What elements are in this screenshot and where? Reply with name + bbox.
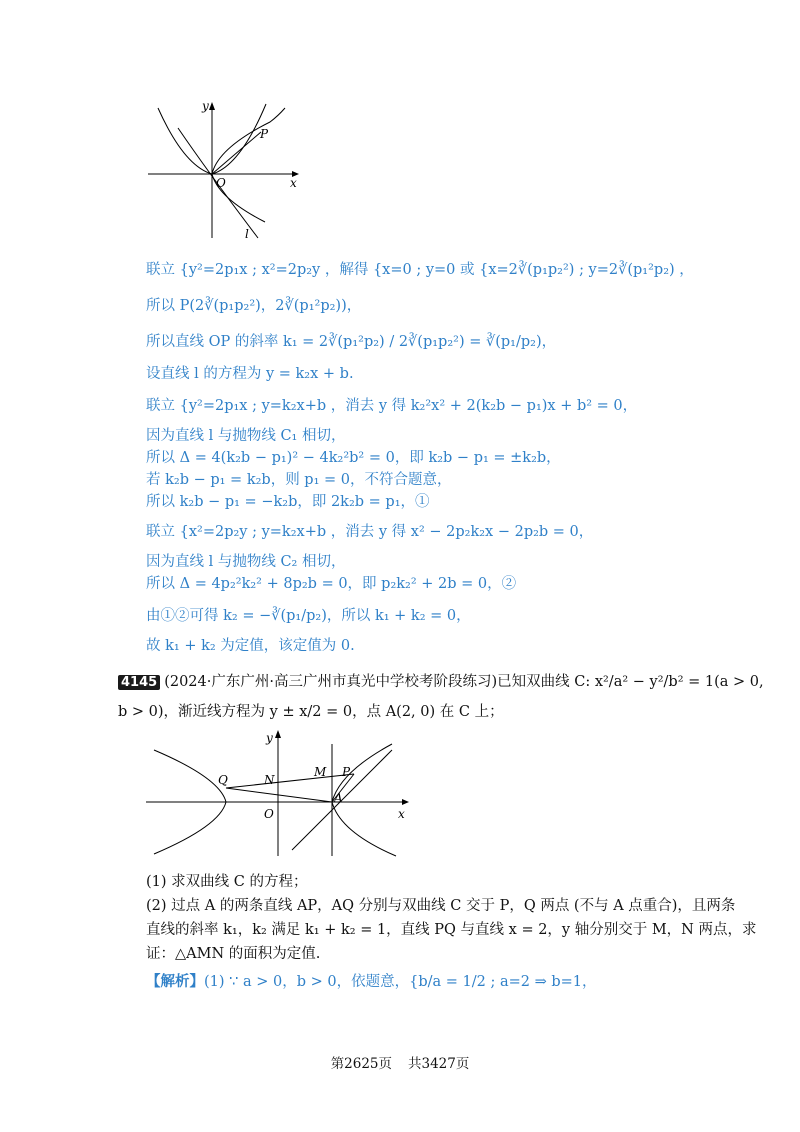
- x-label: x: [398, 807, 405, 821]
- origin-label: O: [264, 807, 274, 821]
- problem-part-2-line-2: 直线的斜率 k₁，k₂ 满足 k₁ + k₂ = 1，直线 PQ 与直线 x = 2，y 轴分别交于 M，N 两点，求: [146, 922, 757, 938]
- y-label: y: [202, 99, 209, 113]
- solution-line-12: 所以 Δ = 4p₂²k₂² + 8p₂b = 0，即 p₂k₂² + 2b = 0，②: [146, 576, 517, 592]
- point-a-label: A: [334, 791, 343, 805]
- line-l-label: l: [245, 227, 249, 241]
- page-footer: [0, 1052, 800, 1072]
- problem-number: 4145: [118, 675, 160, 690]
- solution-line-3: 所以直线 OP 的斜率 k₁ = 2∛(p₁²p₂) / 2∛(p₁p₂²) = ∛(p₁/p₂)，: [146, 334, 557, 350]
- y-arrow: [209, 102, 215, 110]
- solution-line-10: 联立 {x²=2p₂y ; y=k₂x+b ，消去 y 得 x² − 2p₂k₂x − 2p₂b = 0，: [146, 524, 594, 540]
- solution-line-4: 设直线 l 的方程为 y = k₂x + b.: [146, 366, 354, 382]
- solution-line-13: 由①②可得 k₂ = −∛(p₁/p₂)，所以 k₁ + k₂ = 0，: [146, 608, 471, 624]
- line-aq: [226, 788, 332, 802]
- problem-line-2: b > 0)，渐近线方程为 y ± x/2 = 0，点 A(2, 0) 在 C 上；: [118, 704, 504, 720]
- x-arrow: [402, 799, 409, 805]
- y-label: y: [266, 731, 273, 745]
- line-op: [212, 132, 261, 174]
- solution-line-7: 所以 Δ = 4(k₂b − p₁)² − 4k₂²b² = 0，即 k₂b − p₁ = ±k₂b，: [146, 450, 561, 466]
- problem-part-1: (1) 求双曲线 C 的方程；: [146, 874, 308, 890]
- analysis-line: [146, 970, 596, 991]
- y-arrow: [275, 730, 281, 738]
- line-pq: [226, 774, 354, 788]
- solution-line-6: 因为直线 l 与抛物线 C₁ 相切，: [146, 428, 346, 444]
- x-label: x: [290, 176, 297, 190]
- problem-part-2-line-3: 证：△AMN 的面积为定值.: [146, 946, 321, 962]
- solution-line-9: 所以 k₂b − p₁ = −k₂b，即 2k₂b = p₁，①: [146, 494, 430, 510]
- origin-label: O: [216, 176, 226, 190]
- analysis-tag: 【解析】: [146, 973, 204, 990]
- point-m-label: M: [314, 765, 327, 779]
- solution-line-8: 若 k₂b − p₁ = k₂b，则 p₁ = 0，不符合题意，: [146, 472, 452, 488]
- figure-parabolas: [140, 98, 310, 248]
- solution-line-2: 所以 P(2∛(p₁p₂²)，2∛(p₁²p₂))，: [146, 298, 362, 314]
- problem-part-2-line-1: (2) 过点 A 的两条直线 AP，AQ 分别与双曲线 C 交于 P，Q 两点 (不与 A 点重合)，且两条: [146, 898, 736, 914]
- page-number: 第2625页: [330, 1056, 392, 1072]
- solution-line-1: 联立 {y²=2p₁x ; x²=2p₂y ，解得 {x=0 ; y=0 或 {x=2∛(p₁p₂²) ; y=2∛(p₁²p₂) ，: [146, 262, 694, 278]
- solution-line-14: 故 k₁ + k₂ 为定值，该定值为 0.: [146, 638, 355, 654]
- point-q-label: Q: [218, 773, 228, 787]
- problem-header: [118, 670, 764, 691]
- figure-hyperbola: [140, 728, 420, 858]
- solution-line-11: 因为直线 l 与抛物线 C₂ 相切，: [146, 554, 346, 570]
- solution-line-5: 联立 {y²=2p₁x ; y=k₂x+b ，消去 y 得 k₂²x² + 2(k₂b − p₁)x + b² = 0，: [146, 398, 638, 414]
- point-n-label: N: [264, 773, 275, 787]
- analysis-text: (1) ∵ a > 0，b > 0，依题意，{b/a = 1/2 ; a=2 ⇒ b=1，: [204, 974, 597, 990]
- point-p-label: P: [342, 765, 351, 779]
- problem-line-1: (2024·广东广州·高三广州市真光中学校考阶段练习)已知双曲线 C: x²/a² − y²/b² = 1(a > 0,: [164, 674, 764, 690]
- point-p-label: P: [260, 127, 269, 141]
- total-pages: 共3427页: [408, 1056, 470, 1072]
